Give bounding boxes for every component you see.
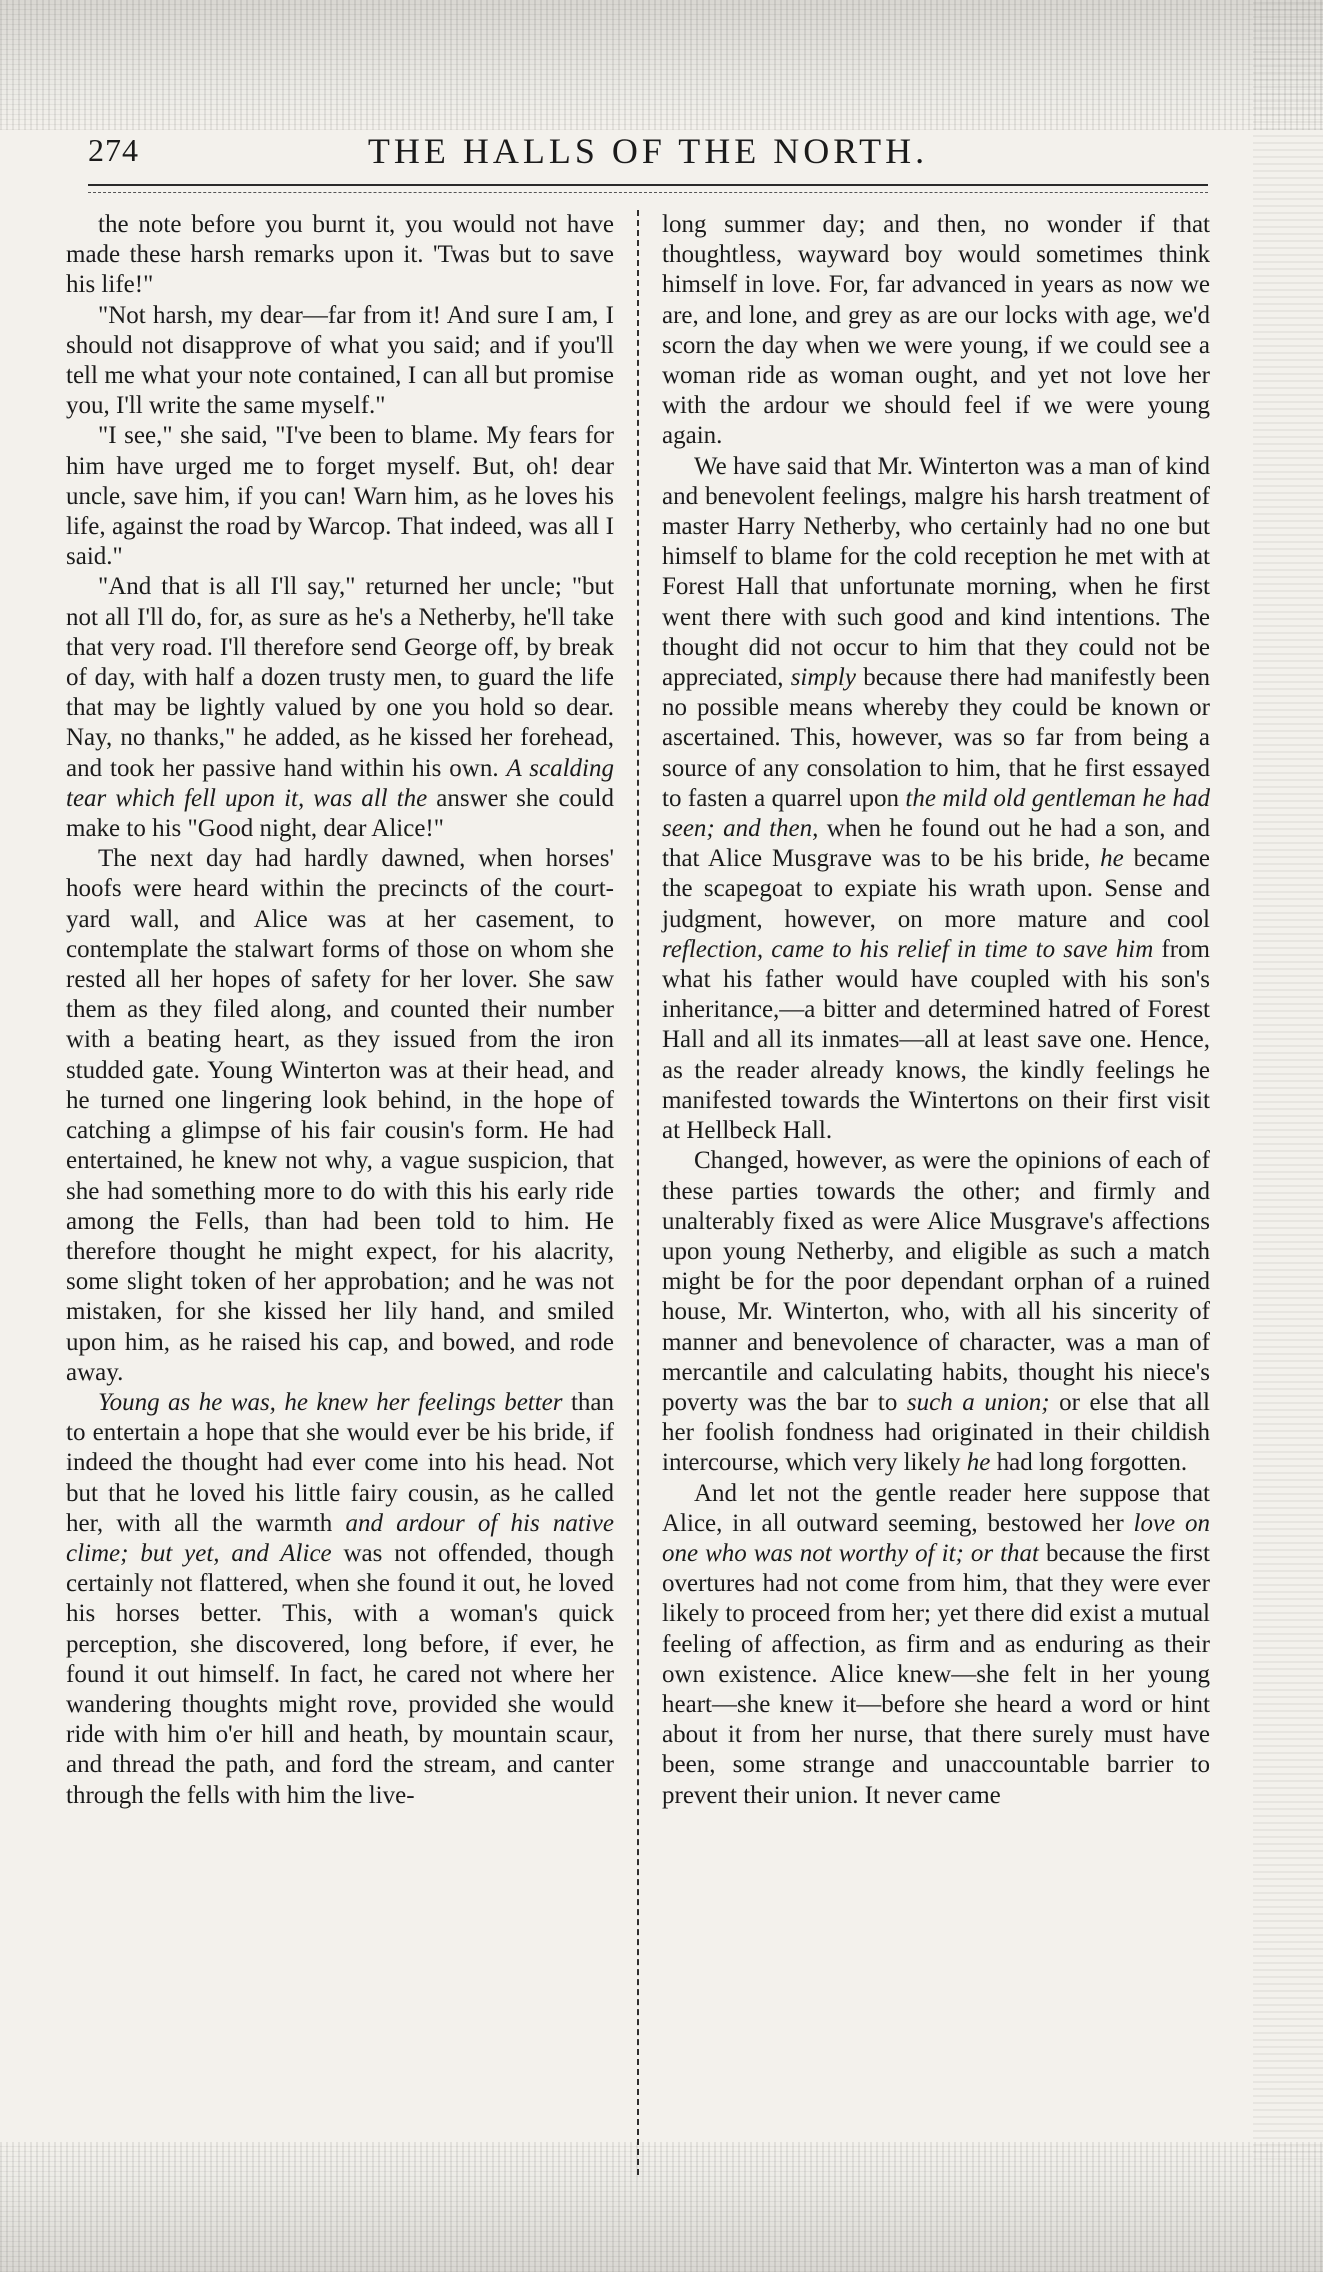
text-run: We have said that Mr. Winterton was a man of kind and benevolent feelings, malgre his harsh treatment of master Harry Netherby, who certainly had no one but himself to blame for the cold reception he met with at Forest Hall that unfortunate morning, when he first went there with such good and kind intentions. The thought did not occur to him that they could not be appreciated, [662,452,1210,692]
text-run: "And that is all I'll say," returned her uncle; "but not all I'll do, for, as sure as he's a Netherby, he'll take that very road. I'll therefore send George off, by break of day, with half a dozen trusty men, to guard the life that may be lightly valued by one you hold so dear. Nay, no thanks," he added, as he kissed her forehead, and took her passive hand within his own. [66,573,614,782]
paragraph [662,1146,1210,1478]
scan-noise-side [1253,0,1323,2272]
italic-text: and ardour of his native clime; but yet, and Alice [66,1509,614,1567]
paragraph [662,452,1210,1147]
scan-noise-bottom [0,2142,1323,2272]
paragraph [662,1479,1210,1811]
text-run: the note before you burnt it, you would not have made these harsh remarks upon it. 'Twas but to save his life!" [66,211,614,299]
text-run: because there had manifestly been no possible means whereby they could be known or ascertained. This, however, was so far from being a source of any consolation to him, that he first essayed to fasten a quarrel upon [662,664,1210,812]
italic-text: Young as he was, he knew her feelings better [98,1388,563,1416]
italic-text: he [966,1449,991,1477]
scan-noise-top [0,0,1323,130]
paragraph [662,210,1210,452]
text-run: Changed, however, as were the opinions of each of these parties towards the other; and firmly and unalterably fixed as were Alice Musgrave's affections upon young Netherby, and eligible as such a match might be for the poor dependant orphan of a ruined house, Mr. Winterton, who, with all his sincerity of manner and benevolence of character, was a man of mercantile and calculating habits, thought his niece's poverty was the bar to [662,1147,1210,1416]
italic-text: he [1100,845,1124,873]
paragraph [66,1388,614,1811]
paragraph [66,301,614,422]
text-run: The next day had hardly dawned, when horses' hoofs were heard within the precincts of the court-yard wall, and Alice was at her casement, to contemplate the stalwart forms of those on whom she rested all her hopes of safety for her lover. She saw them as they filed along, and counted their number with a beating heart, as they issued from the iron studded gate. Young Winterton was at their head, and he turned one lingering look behind, in the hope of catching a glimpse of his fair cousin's form. He had entertained, he knew not why, a vague suspicion, that she had something more to do with this his early ride among the Fells, than had been told to him. He therefore thought he might expect, for his alacrity, some slight token of her approbation; and he was not mistaken, for she kissed her lily hand, and smiled upon him, as he raised his cap, and bowed, and rode away. [66,845,614,1386]
italic-text: simply [790,664,856,692]
italic-text: the mild old gentleman he had seen; and then, [662,784,1210,843]
text-run: from what his father would have coupled with his son's inheritance,—a bitter and determined hatred of Forest Hall and all its inmates—all at least save one. Hence, as the reader already knows, the kindly feelings he manifested towards the Wintertons on their first visit at Hellbeck Hall. [662,935,1210,1145]
text-run: answer she could make to his "Good night, dear Alice!" [66,784,614,843]
text-run: when he found out he had a son, and that Alice Musgrave was to be his bride, [662,815,1210,873]
text-run: or else that all her foolish fondness had originated in their childish intercourse, which very likely [662,1388,1210,1477]
italic-text: love on one who was not worthy of it; or that [662,1509,1210,1567]
text-run: was not offended, though certainly not flattered, when she found it out, he loved his horses better. This, with a woman's quick perception, she discovered, long before, if ever, he found it out himself. In fact, he cared not where her wandering thoughts might rove, provided she would ride with him o'er hill and heath, by mountain scaur, and thread the path, and ford the stream, and canter through the fells with him the live- [66,1539,614,1809]
header-rule [88,184,1208,193]
text-run: long summer day; and then, no wonder if that thoughtless, wayward boy would sometimes think himself in love. For, far advanced in years as now we are, and lone, and grey as are our locks with age, we'd scorn the day when we were young, if we could see a woman ride as woman ought, and yet not love her with the ardour we should feel if we were young again. [662,211,1210,450]
text-run: because the first overtures had not come from him, that they were ever likely to proceed from her; yet there did exist a mutual feeling of affection, as firm and as enduring as their own existence. Alice knew—she felt in her young heart—she knew it—before she heard a word or hint about it from her nurse, that there surely must have been, some strange and unaccountable barrier to prevent their union. It never came [662,1539,1210,1809]
italic-text: such a union; [906,1388,1050,1416]
paragraph [66,421,614,572]
paragraph [66,844,614,1388]
text-run: "Not harsh, my dear—far from it! And sure I am, I should not disapprove of what you said; and if you'll tell me what your note contained, I can all but promise you, I'll write the same myself." [66,301,614,420]
text-run: became the scapegoat to expiate his wrath upon. Sense and judgment, however, on more mature and cool [662,845,1210,933]
paragraph [66,210,614,301]
text-run: than to entertain a hope that she would ever be his bride, if indeed the thought had ever come into his head. Not but that he loved his little fairy cousin, as he called her, with all the warmth [66,1388,615,1537]
left-column [66,210,614,1811]
column-divider [637,210,639,2175]
page-number: 274 [88,132,139,168]
text-run: And let not the gentle reader here suppose that Alice, in all outward seeming, bestowed her [662,1479,1210,1537]
text-run: "I see," she said, "I've been to blame. My fears for him have urged me to forget myself. But, oh! dear uncle, save him, if you can! Warn him, as he loves his life, against the road by Warcop. That indeed, was all I said." [66,422,614,571]
italic-text: reflection, came to his relief in time to save him [662,935,1154,963]
italic-text: A scalding tear which fell upon it, was all the [66,754,614,812]
paragraph [66,572,614,844]
page-header [88,128,1208,184]
text-run: had long forgotten. [990,1449,1188,1477]
right-column [662,210,1210,1811]
running-title: THE HALLS OF THE NORTH. [367,131,929,171]
